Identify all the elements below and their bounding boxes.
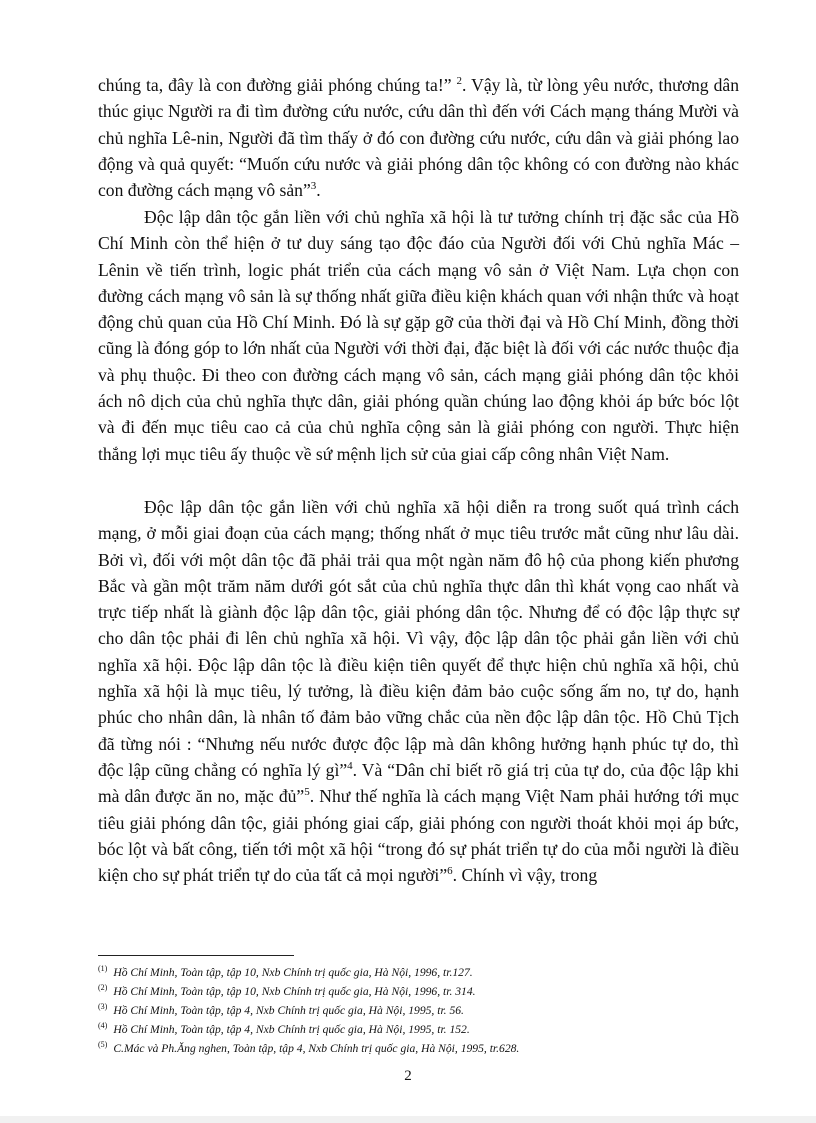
paragraph-3 xyxy=(98,494,739,888)
footnote-item xyxy=(98,1037,739,1056)
p1-text-1: chúng ta, đây là con đường giải phóng chúng ta!” xyxy=(98,75,457,95)
footnote-text: Hồ Chí Minh, Toàn tập, tập 4, Nxb Chính trị quốc gia, Hà Nội, 1995, tr. 152. xyxy=(113,1023,470,1037)
footnote-mark: (2) xyxy=(98,983,108,993)
footnote-mark: (1) xyxy=(98,964,108,973)
footnote-ref-3: 3 xyxy=(310,180,317,193)
footnote-mark: (5) xyxy=(98,1040,108,1050)
paragraph-2 xyxy=(98,204,739,467)
page-bottom-edge xyxy=(0,1116,816,1123)
p3-text-4: . Chính vì vậy, trong xyxy=(452,865,598,886)
footnote-text: Hồ Chí Minh, Toàn tập, tập 10, Nxb Chính trị quốc gia, Hà Nội, 1996, tr.127. xyxy=(113,965,473,979)
footnote-item xyxy=(98,961,739,980)
p1-text-3: . xyxy=(316,180,321,201)
footnote-mark: (4) xyxy=(98,1021,108,1031)
footnote-ref-2: 2 xyxy=(456,75,463,88)
paragraph-1 xyxy=(98,72,739,203)
footnote-text: Hồ Chí Minh, Toàn tập, tập 4, Nxb Chính trị quốc gia, Hà Nội, 1995, tr. 56. xyxy=(113,1003,464,1017)
footnote-ref-6: 6 xyxy=(447,865,453,878)
p3-text-2: . Và “Dân chỉ biết rõ giá trị của tự do, của độc lập khi mà dân được ăn no, mặc đủ” xyxy=(98,759,739,807)
p3-text-3: . Như thế nghĩa là cách mạng Việt Nam phải hướng tới mục tiêu giải phóng dân tộc, giải phóng giai cấp, giải phóng con người thoát khỏi mọi áp bức, bóc lột và bất công, tiến tới một xã hội “trong đó sự phát triển tự do của mỗi người là điều kiện cho sự phát triển tự do của tất cả mọi người” xyxy=(98,786,739,886)
p2-text-1: Độc lập dân tộc gắn liền với chủ nghĩa xã hội là tư tưởng chính trị đặc sắc của Hồ Chí Minh còn thể hiện ở tư duy sáng tạo độc đáo của Người đối với Chủ nghĩa Mác – Lênin về tiến trình, logic phát triển của cách mạng vô sản ở Việt Nam. Lựa chọn con đường cách mạng vô sản là sự thống nhất giữa điều kiện khách quan với nhận thức và hoạt động chủ quan của Hồ Chí Minh. Đó là sự gặp gỡ của thời đại và Hồ Chí Minh, đồng thời cũng là đóng góp to lớn nhất của Người với thời đại, đặc biệt là đối với các nước thuộc địa và phụ thuộc. Đi theo con đường cách mạng vô sản, cách mạng giải phóng dân tộc khỏi ách nô dịch của chủ nghĩa thực dân, giải phóng quần chúng lao động khỏi áp bức bóc lột và đi đến mục tiêu cao cả của chủ nghĩa cộng sản là giải phóng con người. Thực hiện thắng lợi mục tiêu ấy thuộc về sứ mệnh lịch sử của giai cấp công nhân Việt Nam. xyxy=(98,207,739,464)
footnote-list xyxy=(98,961,739,1056)
footnote-ref-4: 4 xyxy=(347,760,353,773)
footnote-mark: (3) xyxy=(98,1002,108,1012)
footnote-text: C.Mác và Ph.Ăng nghen, Toàn tập, tập 4, Nxb Chính trị quốc gia, Hà Nội, 1995, tr.628. xyxy=(113,1042,520,1056)
p3-text-1: Độc lập dân tộc gắn liền với chủ nghĩa xã hội diễn ra trong suốt quá trình cách mạng, ở mỗi giai đoạn của cách mạng; thống nhất ở mục tiêu trước mắt cũng như lâu dài. Bởi vì, đối với một dân tộc đã phải trải qua một ngàn năm đô hộ của phong kiến phương Bắc và gần một trăm năm dưới gót sắt của chủ nghĩa thực dân thì khát vọng cao nhất và trực tiếp nhất là giành độc lập dân tộc, giải phóng dân tộc. Nhưng để có độc lập thực sự cho dân tộc phải đi lên chủ nghĩa xã hội. Vì vậy, độc lập dân tộc phải gắn liền với chủ nghĩa xã hội. Độc lập dân tộc là điều kiện tiên quyết để thực hiện chủ nghĩa xã hội, chủ nghĩa xã hội là mục tiêu, lý tưởng, là điều kiện đảm bảo cuộc sống ấm no, tự do, hạnh phúc cho nhân dân, là nhân tố đảm bảo vững chắc của nền độc lập dân tộc. Hồ Chủ Tịch đã từng nói : “Nhưng nếu nước được độc lập mà dân không hưởng hạnh phúc tự do, thì độc lập cũng chẳng có nghĩa lý gì” xyxy=(98,497,739,780)
footnote-ref-5: 5 xyxy=(304,786,310,799)
footnote-text: Hồ Chí Minh, Toàn tập, tập 10, Nxb Chính trị quốc gia, Hà Nội, 1996, tr. 314. xyxy=(113,984,476,998)
page-number: 2 xyxy=(404,1068,412,1084)
footnote-item xyxy=(98,999,739,1018)
footnote-separator xyxy=(98,955,294,956)
footnote-item xyxy=(98,1018,739,1037)
footnote-item xyxy=(98,980,739,999)
p1-text-2: . Vậy là, từ lòng yêu nước, thương dân thúc giục Người ra đi tìm đường cứu nước, cứu dân thì đến với Cách mạng tháng Mười và chủ nghĩa Lê-nin, Người đã tìm thấy ở đó con đường cứu nước, cứu dân và giải phóng lao động và quả quyết: “Muốn cứu nước và giải phóng dân tộc không có con đường nào khác con đường cách mạng vô sản” xyxy=(98,75,739,201)
